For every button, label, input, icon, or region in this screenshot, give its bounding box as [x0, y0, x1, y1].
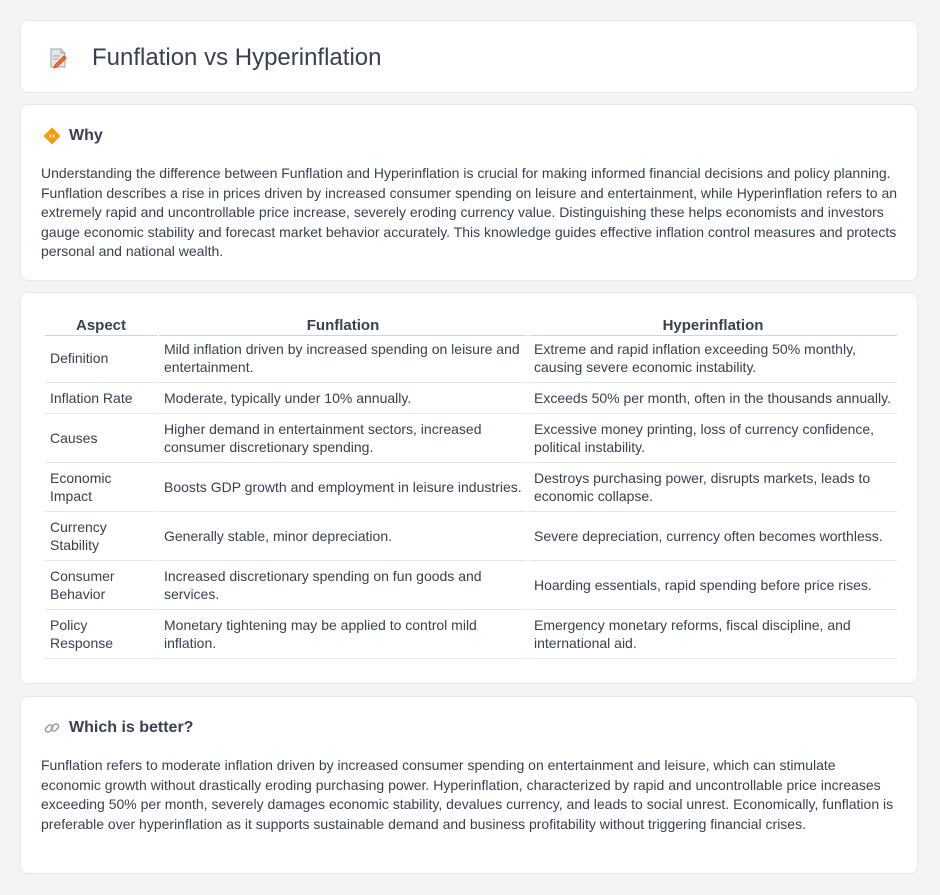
row-hyperinflation: Extreme and rapid inflation exceeding 50% monthly, causing severe economic instability.	[529, 336, 897, 383]
row-hyperinflation: Hoarding essentials, rapid spending before price rises.	[529, 561, 897, 610]
row-hyperinflation: Emergency monetary reforms, fiscal discipline, and international aid.	[529, 610, 897, 659]
why-section	[20, 104, 918, 281]
page-title: Funflation vs Hyperinflation	[92, 44, 382, 71]
comparison-table-card	[20, 292, 918, 684]
row-funflation: Mild inflation driven by increased spending on leisure and entertainment.	[159, 336, 527, 383]
row-funflation: Increased discretionary spending on fun goods and services.	[159, 561, 527, 610]
better-heading	[43, 717, 193, 739]
which-is-better-section	[20, 696, 918, 874]
row-funflation: Boosts GDP growth and employment in leisure industries.	[159, 463, 527, 512]
row-hyperinflation: Excessive money printing, loss of currency confidence, political instability.	[529, 414, 897, 463]
row-aspect: Causes	[45, 414, 157, 463]
row-funflation: Moderate, typically under 10% annually.	[159, 383, 527, 414]
row-funflation: Higher demand in entertainment sectors, increased consumer discretionary spending.	[159, 414, 527, 463]
why-text: Understanding the difference between Funflation and Hyperinflation is crucial for making informed financial decisions and policy planning. Funflation describes a rise in prices driven by increased consumer spending on leisure and entertainment, while Hyperinflation refers to an extremely rapid and uncontrollable price increase, severely eroding currency value. Distinguishing these helps economists and investors gauge economic stability and forecast market behavior accurately. This knowledge guides effective inflation control measures and protects personal and national wealth.	[41, 165, 898, 260]
table-row	[45, 414, 897, 463]
document-edit-icon	[47, 47, 69, 69]
row-funflation: Generally stable, minor depreciation.	[159, 512, 527, 561]
table-row	[45, 463, 897, 512]
row-aspect: Currency Stability	[45, 512, 157, 561]
table-row	[45, 383, 897, 414]
row-hyperinflation: Exceeds 50% per month, often in the thousands annually.	[529, 383, 897, 414]
row-aspect: Economic Impact	[45, 463, 157, 512]
row-hyperinflation: Destroys purchasing power, disrupts markets, leads to economic collapse.	[529, 463, 897, 512]
table-row	[45, 336, 897, 383]
table-row	[45, 512, 897, 561]
table-row	[45, 610, 897, 659]
column-header-aspect: Aspect	[45, 315, 157, 336]
row-aspect: Consumer Behavior	[45, 561, 157, 610]
table-row	[45, 561, 897, 610]
row-aspect: Policy Response	[45, 610, 157, 659]
table-header-row	[45, 315, 897, 336]
row-funflation: Monetary tightening may be applied to control mild inflation.	[159, 610, 527, 659]
better-text: Funflation refers to moderate inflation driven by increased consumer spending on entertainment and leisure, which can stimulate economic growth without drastically eroding purchasing power. Hyperinflation, characterized by rapid and uncontrollable price increases exceeding 50% per month, severely damages economic stability, devalues currency, and leads to social unrest. Economically, funflation is preferable over hyperinflation as it supports sustainable demand and business profitability without triggering financial crises.	[41, 757, 894, 832]
better-title: Which is better?	[69, 719, 194, 736]
why-title: Why	[69, 127, 103, 144]
column-header-hyperinflation: Hyperinflation	[529, 315, 897, 336]
header-card	[20, 20, 918, 93]
row-hyperinflation: Severe depreciation, currency often becomes worthless.	[529, 512, 897, 561]
link-icon	[43, 719, 61, 737]
comparison-table	[43, 315, 899, 659]
diamond-arrows-icon	[43, 127, 61, 145]
column-header-funflation: Funflation	[159, 315, 527, 336]
row-aspect: Inflation Rate	[45, 383, 157, 414]
row-aspect: Definition	[45, 336, 157, 383]
why-heading	[43, 125, 103, 147]
